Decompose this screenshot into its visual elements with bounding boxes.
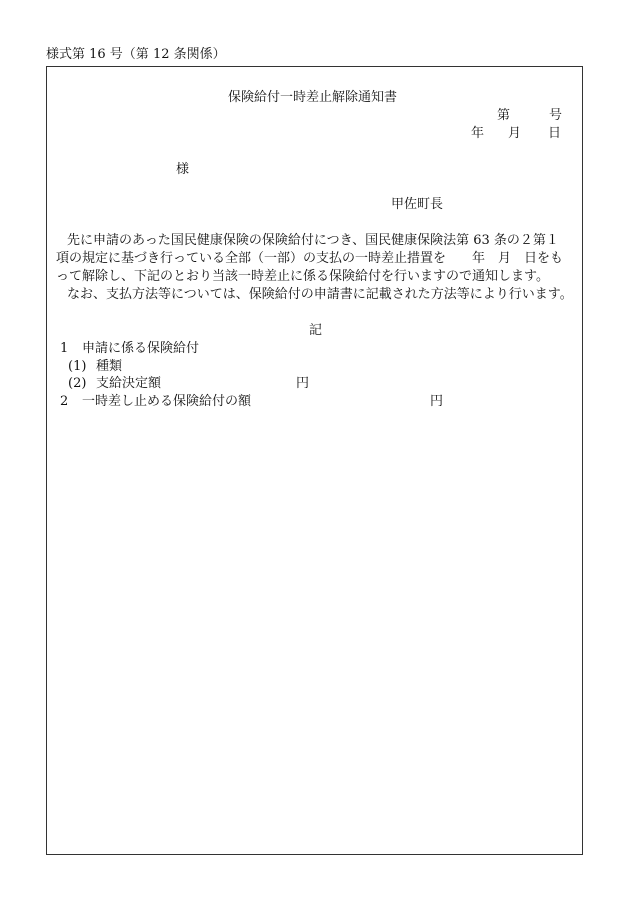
item-1-1-label: 種類 [96, 359, 123, 374]
document-title: 保険給付一時差止解除通知書 [228, 90, 398, 105]
item-1-1-no: (1) [68, 359, 87, 374]
number-prefix: 第 [497, 108, 511, 123]
addressee-suffix: 様 [176, 162, 190, 177]
item-1-2-label: 支給決定額 [96, 376, 162, 391]
date-day: 日 [548, 126, 562, 141]
date-year: 年 [471, 126, 485, 141]
document-frame [46, 66, 583, 855]
form-label: 様式第 16 号（第 12 条関係） [46, 47, 226, 62]
item-1-2-no: (2) [68, 376, 87, 391]
body-line-3: って解除し、下記のとおり当該一時差止に係る保険給付を行いますので通知します。 [56, 269, 549, 284]
body-line-2: 項の規定に基づき行っている全部（一部）の支払の一時差止措置を 年 月 日をも [56, 251, 564, 266]
item-1-label: 申請に係る保険給付 [82, 341, 200, 356]
item-1-2-unit: 円 [296, 376, 310, 391]
ki-heading: 記 [309, 323, 323, 338]
body-line-1: 先に申請のあった国民健康保険の保険給付につき、国民健康保険法第 63 条の２第１ [67, 233, 559, 248]
date-month: 月 [508, 126, 522, 141]
item-2-unit: 円 [430, 394, 444, 409]
item-2-no: 2 [60, 394, 69, 409]
body-line-4: なお、支払方法等については、保険給付の申請書に記載された方法等により行います。 [67, 287, 573, 302]
item-2-label: 一時差し止める保険給付の額 [82, 394, 252, 409]
number-suffix: 号 [549, 108, 563, 123]
issuer: 甲佐町長 [391, 197, 444, 212]
item-1-no: 1 [60, 341, 69, 356]
